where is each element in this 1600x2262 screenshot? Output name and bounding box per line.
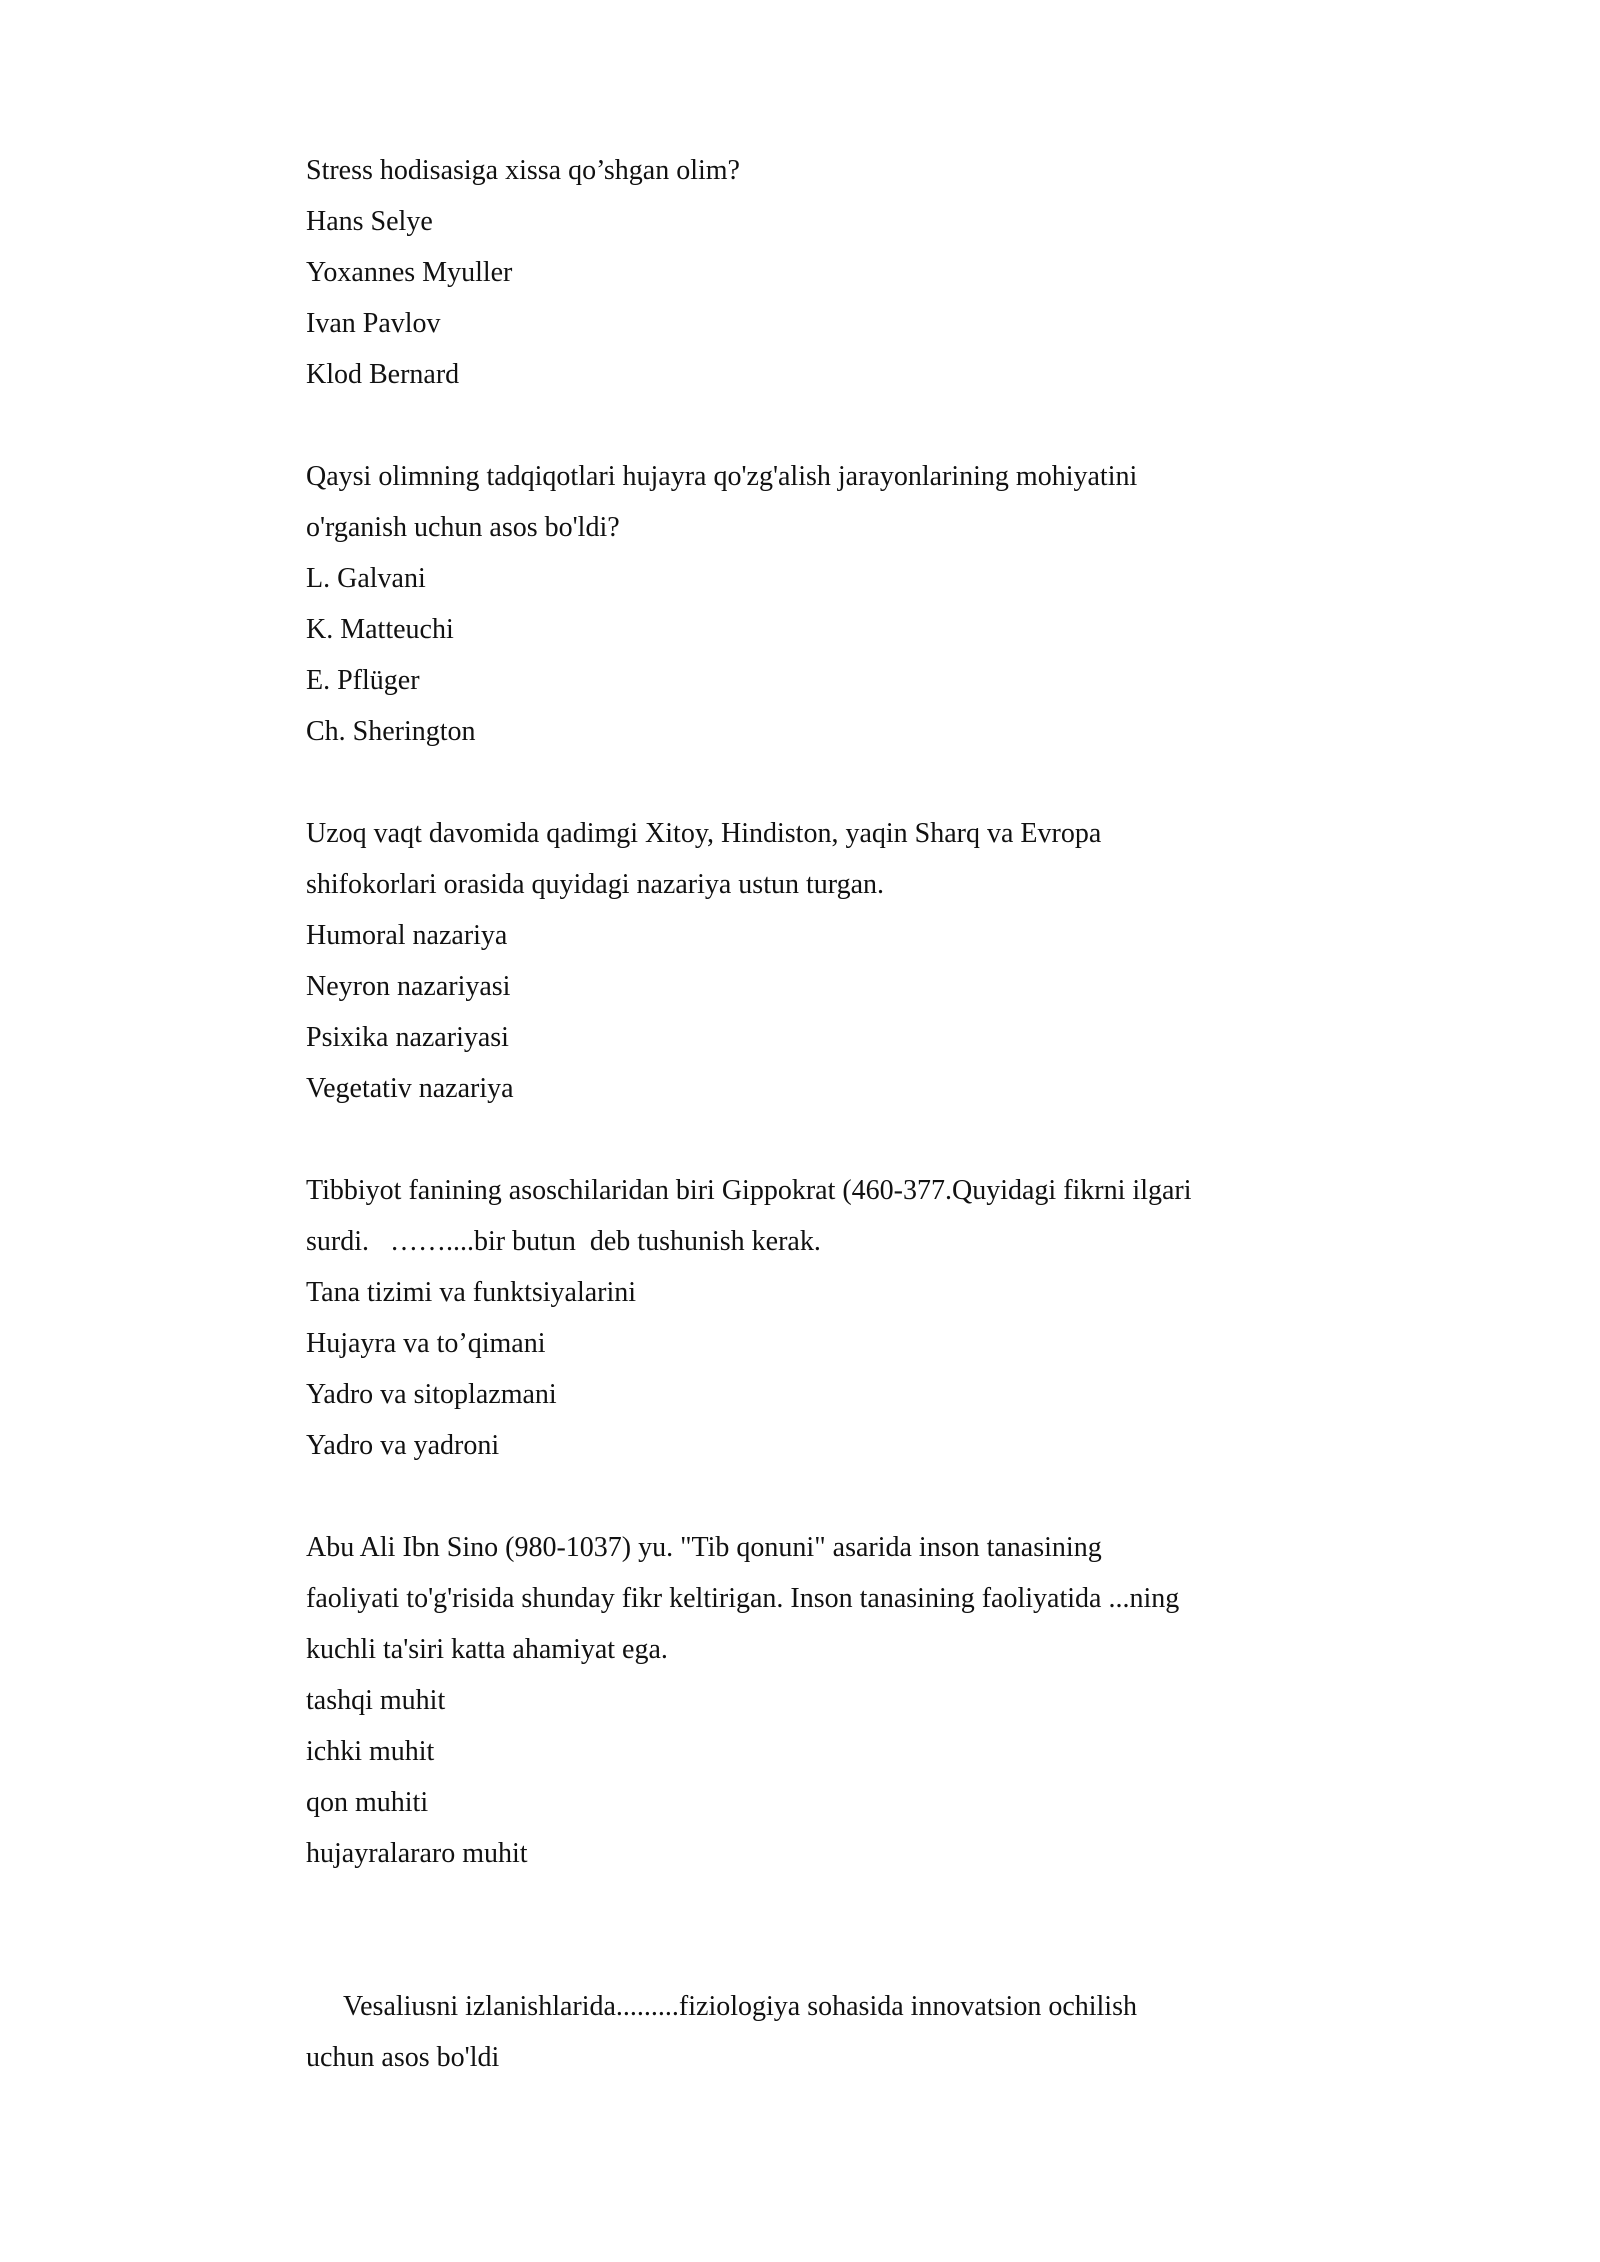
question-block: [306, 808, 1266, 1114]
answer-option: E. Pflüger: [306, 665, 420, 696]
answer-option: Ivan Pavlov: [306, 308, 441, 339]
question-block: [306, 451, 1266, 757]
answer-option: Vegetativ nazariya: [306, 1073, 514, 1104]
question-text: Uzoq vaqt davomida qadimgi Xitoy, Hindiston, yaqin Sharq va Evropa: [306, 818, 1102, 849]
answer-option: Yadro va yadroni: [306, 1430, 500, 1461]
answer-option: ichki muhit: [306, 1736, 435, 1767]
document-body: [306, 145, 1266, 2134]
answer-option: qon muhiti: [306, 1787, 429, 1818]
answer-option: tashqi muhit: [306, 1685, 446, 1716]
question-text: surdi. ……....bir butun deb tushunish kerak.: [306, 1226, 821, 1257]
question-text: kuchli ta'siri katta ahamiyat ega.: [306, 1634, 668, 1665]
answer-option: Yadro va sitoplazmani: [306, 1379, 557, 1410]
question-text: shifokorlari orasida quyidagi nazariya ustun turgan.: [306, 869, 884, 900]
answer-option: Yoxannes Myuller: [306, 257, 513, 288]
question-text: Qaysi olimning tadqiqotlari hujayra qo'zg'alish jarayonlarining mohiyatini: [306, 461, 1138, 492]
answer-option: L. Galvani: [306, 563, 426, 594]
question-text: Stress hodisasiga xissa qo’shgan olim?: [306, 155, 740, 186]
question-text: uchun asos bo'ldi: [306, 2042, 500, 2073]
answer-option: Klod Bernard: [306, 359, 460, 390]
question-text: Tibbiyot fanining asoschilaridan biri Gippokrat (460-377.Quyidagi fikrni ilgari: [306, 1175, 1192, 1206]
question-block: [306, 1981, 1266, 2083]
answer-option: Tana tizimi va funktsiyalarini: [306, 1277, 637, 1308]
question-text: Abu Ali Ibn Sino (980-1037) yu. "Tib qonuni" asarida inson tanasining: [306, 1532, 1102, 1563]
answer-option: hujayralararo muhit: [306, 1838, 528, 1869]
question-text: faoliyati to'g'risida shunday fikr keltirigan. Inson tanasining faoliyatida ...ning: [306, 1583, 1180, 1614]
question-block: [306, 145, 1266, 400]
answer-option: K. Matteuchi: [306, 614, 454, 645]
answer-option: Psixika nazariyasi: [306, 1022, 509, 1053]
question-text: o'rganish uchun asos bo'ldi?: [306, 512, 620, 543]
answer-option: Ch. Sherington: [306, 716, 476, 747]
answer-option: Neyron nazariyasi: [306, 971, 511, 1002]
answer-option: Hans Selye: [306, 206, 433, 237]
question-block: [306, 1165, 1266, 1471]
answer-option: Humoral nazariya: [306, 920, 508, 951]
question-block: [306, 1522, 1266, 1879]
answer-option: Hujayra va to’qimani: [306, 1328, 546, 1359]
question-text: Vesaliusni izlanishlarida.........fiziologiya sohasida innovatsion ochilish: [343, 1991, 1137, 2022]
